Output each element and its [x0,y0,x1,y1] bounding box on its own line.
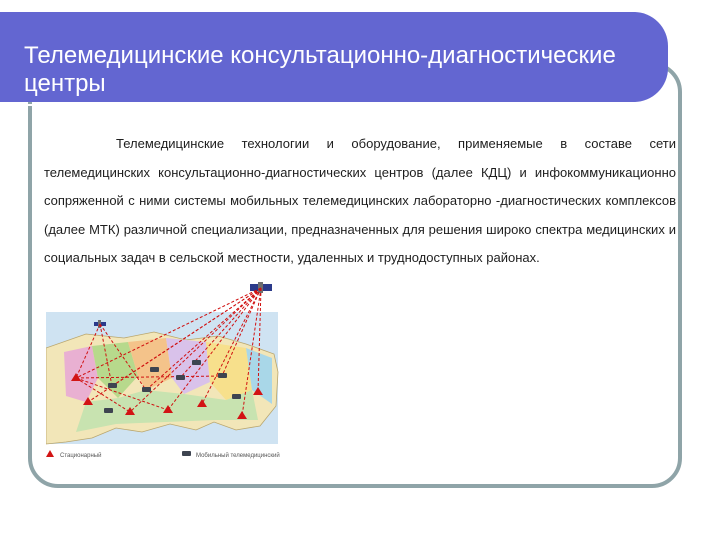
slide-title: Телемедицинские консультационно-диагностические центры [24,42,616,97]
title-band [0,12,668,102]
legend-mobile-label: Мобильный телемедицинский [196,453,280,459]
telemedicine-network-map [46,282,336,474]
body-paragraph: Телемедицинские технологии и оборудование, применяемые в составе сети телемедицинских консультационно-диагностических центров (далее КДЦ) и инфокоммуникационно сопряженной с ними системы мобильных телемедицинских лабораторно -диагностических комплексов (далее МТК) различной специализации, предназначенных для решения широко спектра медицинских и социальных задач в сельской местности, удаленных и труднодоступных районах. [44,136,676,265]
map-illustration [46,282,336,474]
legend-triangle-icon [46,450,54,457]
title-underline [0,104,640,106]
legend-van-icon [182,451,191,456]
satellite-icon [250,282,272,293]
legend-fixed-label: Стационарный [60,453,102,459]
